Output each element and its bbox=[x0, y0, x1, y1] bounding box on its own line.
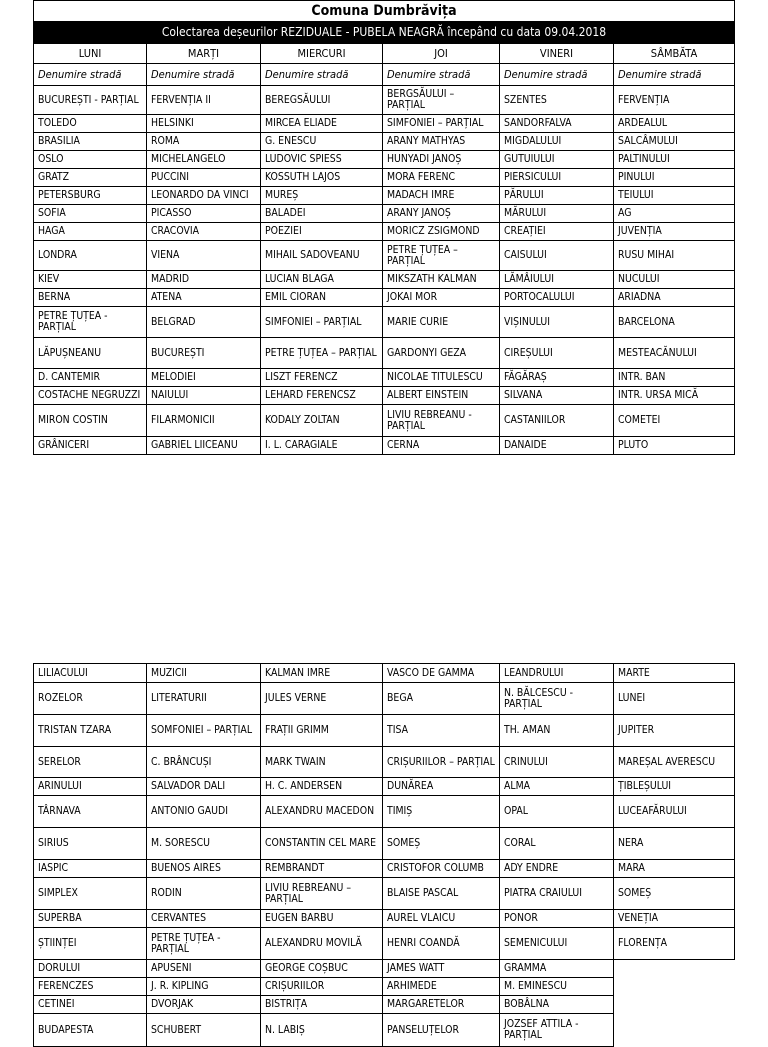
street-cell: MARA bbox=[614, 860, 735, 878]
street-cell: FRAȚII GRIMM bbox=[261, 715, 383, 747]
street-cell: CAISULUI bbox=[500, 241, 614, 271]
street-cell: M. EMINESCU bbox=[500, 978, 614, 996]
page-title: Comuna Dumbrăvița bbox=[34, 1, 735, 22]
street-cell: FERVENȚIA II bbox=[147, 86, 261, 115]
street-cell: SILVANA bbox=[500, 387, 614, 405]
street-cell: ADY ENDRE bbox=[500, 860, 614, 878]
table-row bbox=[34, 828, 735, 860]
table-row bbox=[34, 151, 735, 169]
street-cell: JOZSEF ATTILA - PARȚIAL bbox=[500, 1014, 614, 1047]
street-cell: RUSU MIHAI bbox=[614, 241, 735, 271]
street-cell: EUGEN BARBU bbox=[261, 910, 383, 928]
column-label: Denumire stradă bbox=[383, 64, 500, 86]
street-cell: CRIȘURIILOR bbox=[261, 978, 383, 996]
street-cell: SEMENICULUI bbox=[500, 928, 614, 960]
street-cell: COMETEI bbox=[614, 405, 735, 437]
street-cell: BEREGSĂULUI bbox=[261, 86, 383, 115]
street-cell: BUCUREȘTI bbox=[147, 338, 261, 369]
street-cell: PLUTO bbox=[614, 437, 735, 455]
street-cell: LUDOVIC SPIESS bbox=[261, 151, 383, 169]
street-cell: TIMIȘ bbox=[383, 796, 500, 828]
street-cell: N. BĂLCESCU - PARȚIAL bbox=[500, 683, 614, 715]
table-row bbox=[34, 978, 735, 996]
street-cell: KODALY ZOLTAN bbox=[261, 405, 383, 437]
street-cell: DANAIDE bbox=[500, 437, 614, 455]
street-cell: ȚIBLEȘULUI bbox=[614, 778, 735, 796]
street-cell: FLORENȚA bbox=[614, 928, 735, 960]
street-cell: TH. AMAN bbox=[500, 715, 614, 747]
street-cell: MORA FERENC bbox=[383, 169, 500, 187]
street-cell: ARHIMEDE bbox=[383, 978, 500, 996]
street-cell: LIVIU REBREANU - PARȚIAL bbox=[383, 405, 500, 437]
table-row bbox=[34, 796, 735, 828]
street-cell: MAREȘAL AVERESCU bbox=[614, 747, 735, 778]
street-cell: SANDORFALVA bbox=[500, 115, 614, 133]
street-cell: SIRIUS bbox=[34, 828, 147, 860]
street-cell: PIATRA CRAIULUI bbox=[500, 878, 614, 910]
table-row bbox=[34, 778, 735, 796]
street-cell: VIȘINULUI bbox=[500, 307, 614, 338]
street-cell: MARK TWAIN bbox=[261, 747, 383, 778]
street-cell: ALBERT EINSTEIN bbox=[383, 387, 500, 405]
street-cell: GRAMMA bbox=[500, 960, 614, 978]
street-cell: CRISTOFOR COLUMB bbox=[383, 860, 500, 878]
table-row bbox=[34, 133, 735, 151]
street-cell: BELGRAD bbox=[147, 307, 261, 338]
street-cell: JOKAI MOR bbox=[383, 289, 500, 307]
street-cell: TRISTAN TZARA bbox=[34, 715, 147, 747]
day-header: LUNI bbox=[34, 44, 147, 64]
street-cell: ARINULUI bbox=[34, 778, 147, 796]
street-cell: JULES VERNE bbox=[261, 683, 383, 715]
table-row bbox=[34, 960, 735, 978]
table-row bbox=[34, 223, 735, 241]
street-cell: VIENA bbox=[147, 241, 261, 271]
empty-cell bbox=[614, 978, 735, 996]
street-cell: SCHUBERT bbox=[147, 1014, 261, 1047]
street-cell: CERVANTES bbox=[147, 910, 261, 928]
street-cell: MIKSZATH KALMAN bbox=[383, 271, 500, 289]
table-row bbox=[34, 747, 735, 778]
street-cell: MICHELANGELO bbox=[147, 151, 261, 169]
schedule-table-top bbox=[33, 0, 735, 455]
table-row bbox=[34, 928, 735, 960]
table-row bbox=[34, 187, 735, 205]
column-label-row bbox=[34, 64, 735, 86]
street-cell: EMIL CIORAN bbox=[261, 289, 383, 307]
street-cell: FERVENȚIA bbox=[614, 86, 735, 115]
street-cell: MUZICII bbox=[147, 664, 261, 683]
street-cell: TOLEDO bbox=[34, 115, 147, 133]
street-cell: MORICZ ZSIGMOND bbox=[383, 223, 500, 241]
street-cell: ALEXANDRU MOVILĂ bbox=[261, 928, 383, 960]
street-cell: PINULUI bbox=[614, 169, 735, 187]
street-cell: RODIN bbox=[147, 878, 261, 910]
street-cell: BISTRIȚA bbox=[261, 996, 383, 1014]
street-cell: BERNA bbox=[34, 289, 147, 307]
schedule-table-bottom bbox=[33, 663, 735, 1047]
column-label: Denumire stradă bbox=[261, 64, 383, 86]
street-cell: KIEV bbox=[34, 271, 147, 289]
street-cell: TISA bbox=[383, 715, 500, 747]
empty-cell bbox=[614, 960, 735, 978]
street-cell: LONDRA bbox=[34, 241, 147, 271]
street-cell: AG bbox=[614, 205, 735, 223]
table-row bbox=[34, 115, 735, 133]
street-cell: OSLO bbox=[34, 151, 147, 169]
street-cell: H. C. ANDERSEN bbox=[261, 778, 383, 796]
street-cell: LEHARD FERENCSZ bbox=[261, 387, 383, 405]
street-cell: LEANDRULUI bbox=[500, 664, 614, 683]
street-cell: POEZIEI bbox=[261, 223, 383, 241]
table-row bbox=[34, 289, 735, 307]
table-row bbox=[34, 1014, 735, 1047]
street-cell: NAIULUI bbox=[147, 387, 261, 405]
street-cell: APUSENI bbox=[147, 960, 261, 978]
street-cell: LUCEAFĂRULUI bbox=[614, 796, 735, 828]
street-cell: NERA bbox=[614, 828, 735, 860]
street-cell: BUCUREȘTI - PARȚIAL bbox=[34, 86, 147, 115]
day-header: SÂMBĂTA bbox=[614, 44, 735, 64]
street-cell: ȘTIINȚEI bbox=[34, 928, 147, 960]
street-cell: REMBRANDT bbox=[261, 860, 383, 878]
street-cell: BEGA bbox=[383, 683, 500, 715]
street-cell: FILARMONICII bbox=[147, 405, 261, 437]
table-row bbox=[34, 996, 735, 1014]
table-row bbox=[34, 910, 735, 928]
street-cell: JUPITER bbox=[614, 715, 735, 747]
table-row bbox=[34, 369, 735, 387]
street-cell: PETRE ȚUȚEA – PARȚIAL bbox=[261, 338, 383, 369]
street-cell: SALCÂMULUI bbox=[614, 133, 735, 151]
street-cell: PONOR bbox=[500, 910, 614, 928]
column-label: Denumire stradă bbox=[500, 64, 614, 86]
table-row bbox=[34, 241, 735, 271]
street-cell: HAGA bbox=[34, 223, 147, 241]
table-row bbox=[34, 664, 735, 683]
day-header: MIERCURI bbox=[261, 44, 383, 64]
street-cell: BRASILIA bbox=[34, 133, 147, 151]
street-cell: LĂMÂIULUI bbox=[500, 271, 614, 289]
street-cell: PIERSICULUI bbox=[500, 169, 614, 187]
street-cell: BUDAPESTA bbox=[34, 1014, 147, 1047]
street-cell: CETINEI bbox=[34, 996, 147, 1014]
table-row bbox=[34, 387, 735, 405]
street-cell: NUCULUI bbox=[614, 271, 735, 289]
street-cell: MARIE CURIE bbox=[383, 307, 500, 338]
street-cell: MIRCEA ELIADE bbox=[261, 115, 383, 133]
table-row bbox=[34, 437, 735, 455]
street-cell: MARTE bbox=[614, 664, 735, 683]
street-cell: SOMEȘ bbox=[614, 878, 735, 910]
street-cell: CRACOVIA bbox=[147, 223, 261, 241]
street-cell: C. BRÂNCUȘI bbox=[147, 747, 261, 778]
street-cell: LEONARDO DA VINCI bbox=[147, 187, 261, 205]
day-header: MARȚI bbox=[147, 44, 261, 64]
street-cell: FĂGĂRAȘ bbox=[500, 369, 614, 387]
street-cell: PALTINULUI bbox=[614, 151, 735, 169]
street-cell: JUVENȚIA bbox=[614, 223, 735, 241]
street-cell: LITERATURII bbox=[147, 683, 261, 715]
table-row bbox=[34, 205, 735, 223]
street-cell: FERENCZES bbox=[34, 978, 147, 996]
street-cell: ARDEALUL bbox=[614, 115, 735, 133]
street-cell: SOFIA bbox=[34, 205, 147, 223]
street-cell: GEORGE COȘBUC bbox=[261, 960, 383, 978]
street-cell: BALADEI bbox=[261, 205, 383, 223]
street-cell: LUNEI bbox=[614, 683, 735, 715]
page-subtitle: Colectarea deșeurilor REZIDUALE - PUBELA NEAGRĂ începând cu data 09.04.2018 bbox=[34, 22, 735, 44]
street-cell: LISZT FERENCZ bbox=[261, 369, 383, 387]
street-cell: BOBÂLNA bbox=[500, 996, 614, 1014]
street-cell: SOMFONIEI – PARȚIAL bbox=[147, 715, 261, 747]
street-cell: AUREL VLAICU bbox=[383, 910, 500, 928]
street-cell: DORULUI bbox=[34, 960, 147, 978]
street-cell: CORAL bbox=[500, 828, 614, 860]
street-cell: ARANY MATHYAS bbox=[383, 133, 500, 151]
street-cell: HENRI COANDĂ bbox=[383, 928, 500, 960]
street-cell: PETRE ȚUȚEA - PARȚIAL bbox=[147, 928, 261, 960]
street-cell: TEIULUI bbox=[614, 187, 735, 205]
street-cell: ALMA bbox=[500, 778, 614, 796]
street-cell: SOMEȘ bbox=[383, 828, 500, 860]
street-cell: PETERSBURG bbox=[34, 187, 147, 205]
street-cell: VASCO DE GAMMA bbox=[383, 664, 500, 683]
street-cell: CIREȘULUI bbox=[500, 338, 614, 369]
street-cell: DVORJAK bbox=[147, 996, 261, 1014]
street-cell: ALEXANDRU MACEDON bbox=[261, 796, 383, 828]
column-label: Denumire stradă bbox=[147, 64, 261, 86]
table-row bbox=[34, 86, 735, 115]
street-cell: KALMAN IMRE bbox=[261, 664, 383, 683]
street-cell: LILIACULUI bbox=[34, 664, 147, 683]
street-cell: MIGDALULUI bbox=[500, 133, 614, 151]
table-row bbox=[34, 683, 735, 715]
street-cell: ATENA bbox=[147, 289, 261, 307]
street-cell: INTR. BAN bbox=[614, 369, 735, 387]
street-cell: GARDONYI GEZA bbox=[383, 338, 500, 369]
table-row bbox=[34, 271, 735, 289]
street-cell: D. CANTEMIR bbox=[34, 369, 147, 387]
table-row bbox=[34, 338, 735, 369]
street-cell: SZENTES bbox=[500, 86, 614, 115]
day-header: JOI bbox=[383, 44, 500, 64]
street-cell: PUCCINI bbox=[147, 169, 261, 187]
street-cell: PICASSO bbox=[147, 205, 261, 223]
street-cell: JAMES WATT bbox=[383, 960, 500, 978]
street-cell: PĂRULUI bbox=[500, 187, 614, 205]
street-cell: CASTANIILOR bbox=[500, 405, 614, 437]
street-cell: PETRE ȚUȚEA - PARȚIAL bbox=[34, 307, 147, 338]
street-cell: IASPIC bbox=[34, 860, 147, 878]
table-row bbox=[34, 860, 735, 878]
day-header: VINERI bbox=[500, 44, 614, 64]
street-cell: SIMFONIEI – PARȚIAL bbox=[261, 307, 383, 338]
street-cell: INTR. URSA MICĂ bbox=[614, 387, 735, 405]
empty-cell bbox=[614, 1014, 735, 1047]
day-header-row bbox=[34, 44, 735, 64]
column-label: Denumire stradă bbox=[34, 64, 147, 86]
street-cell: M. SORESCU bbox=[147, 828, 261, 860]
table-row bbox=[34, 405, 735, 437]
street-cell: GRÂNICERI bbox=[34, 437, 147, 455]
street-cell: CERNA bbox=[383, 437, 500, 455]
street-cell: N. LABIȘ bbox=[261, 1014, 383, 1047]
street-cell: SUPERBA bbox=[34, 910, 147, 928]
street-cell: MARGARETELOR bbox=[383, 996, 500, 1014]
street-cell: PORTOCALULUI bbox=[500, 289, 614, 307]
street-cell: LĂPUȘNEANU bbox=[34, 338, 147, 369]
street-cell: MADACH IMRE bbox=[383, 187, 500, 205]
table-row bbox=[34, 169, 735, 187]
street-cell: MIRON COSTIN bbox=[34, 405, 147, 437]
street-cell: ARIADNA bbox=[614, 289, 735, 307]
street-cell: CRIȘURIILOR – PARȚIAL bbox=[383, 747, 500, 778]
street-cell: GABRIEL LIICEANU bbox=[147, 437, 261, 455]
street-cell: ROMA bbox=[147, 133, 261, 151]
street-cell: MELODIEI bbox=[147, 369, 261, 387]
street-cell: COSTACHE NEGRUZZI bbox=[34, 387, 147, 405]
street-cell: PETRE ȚUȚEA – PARȚIAL bbox=[383, 241, 500, 271]
street-cell: CONSTANTIN CEL MARE bbox=[261, 828, 383, 860]
street-cell: SALVADOR DALI bbox=[147, 778, 261, 796]
street-cell: BLAISE PASCAL bbox=[383, 878, 500, 910]
street-cell: MUREȘ bbox=[261, 187, 383, 205]
empty-cell bbox=[614, 996, 735, 1014]
street-cell: CREAȚIEI bbox=[500, 223, 614, 241]
street-cell: HUNYADI JANOȘ bbox=[383, 151, 500, 169]
table-row bbox=[34, 715, 735, 747]
street-cell: NICOLAE TITULESCU bbox=[383, 369, 500, 387]
street-cell: VENEȚIA bbox=[614, 910, 735, 928]
street-cell: MIHAIL SADOVEANU bbox=[261, 241, 383, 271]
street-cell: KOSSUTH LAJOS bbox=[261, 169, 383, 187]
street-cell: PANSELUȚELOR bbox=[383, 1014, 500, 1047]
street-cell: I. L. CARAGIALE bbox=[261, 437, 383, 455]
street-cell: CRINULUI bbox=[500, 747, 614, 778]
street-cell: MADRID bbox=[147, 271, 261, 289]
street-cell: OPAL bbox=[500, 796, 614, 828]
street-cell: LIVIU REBREANU – PARȚIAL bbox=[261, 878, 383, 910]
street-cell: DUNĂREA bbox=[383, 778, 500, 796]
column-label: Denumire stradă bbox=[614, 64, 735, 86]
street-cell: HELSINKI bbox=[147, 115, 261, 133]
street-cell: LUCIAN BLAGA bbox=[261, 271, 383, 289]
street-cell: ROZELOR bbox=[34, 683, 147, 715]
street-cell: MESTEACĂNULUI bbox=[614, 338, 735, 369]
street-cell: G. ENESCU bbox=[261, 133, 383, 151]
street-cell: SIMPLEX bbox=[34, 878, 147, 910]
street-cell: GRATZ bbox=[34, 169, 147, 187]
street-cell: J. R. KIPLING bbox=[147, 978, 261, 996]
street-cell: MĂRULUI bbox=[500, 205, 614, 223]
street-cell: GUTUIULUI bbox=[500, 151, 614, 169]
street-cell: TÂRNAVA bbox=[34, 796, 147, 828]
street-cell: BARCELONA bbox=[614, 307, 735, 338]
street-cell: BERGSĂULUI – PARȚIAL bbox=[383, 86, 500, 115]
street-cell: BUENOS AIRES bbox=[147, 860, 261, 878]
street-cell: SERELOR bbox=[34, 747, 147, 778]
table-row bbox=[34, 307, 735, 338]
table-row bbox=[34, 878, 735, 910]
street-cell: ARANY JANOȘ bbox=[383, 205, 500, 223]
street-cell: SIMFONIEI – PARȚIAL bbox=[383, 115, 500, 133]
street-cell: ANTONIO GAUDI bbox=[147, 796, 261, 828]
